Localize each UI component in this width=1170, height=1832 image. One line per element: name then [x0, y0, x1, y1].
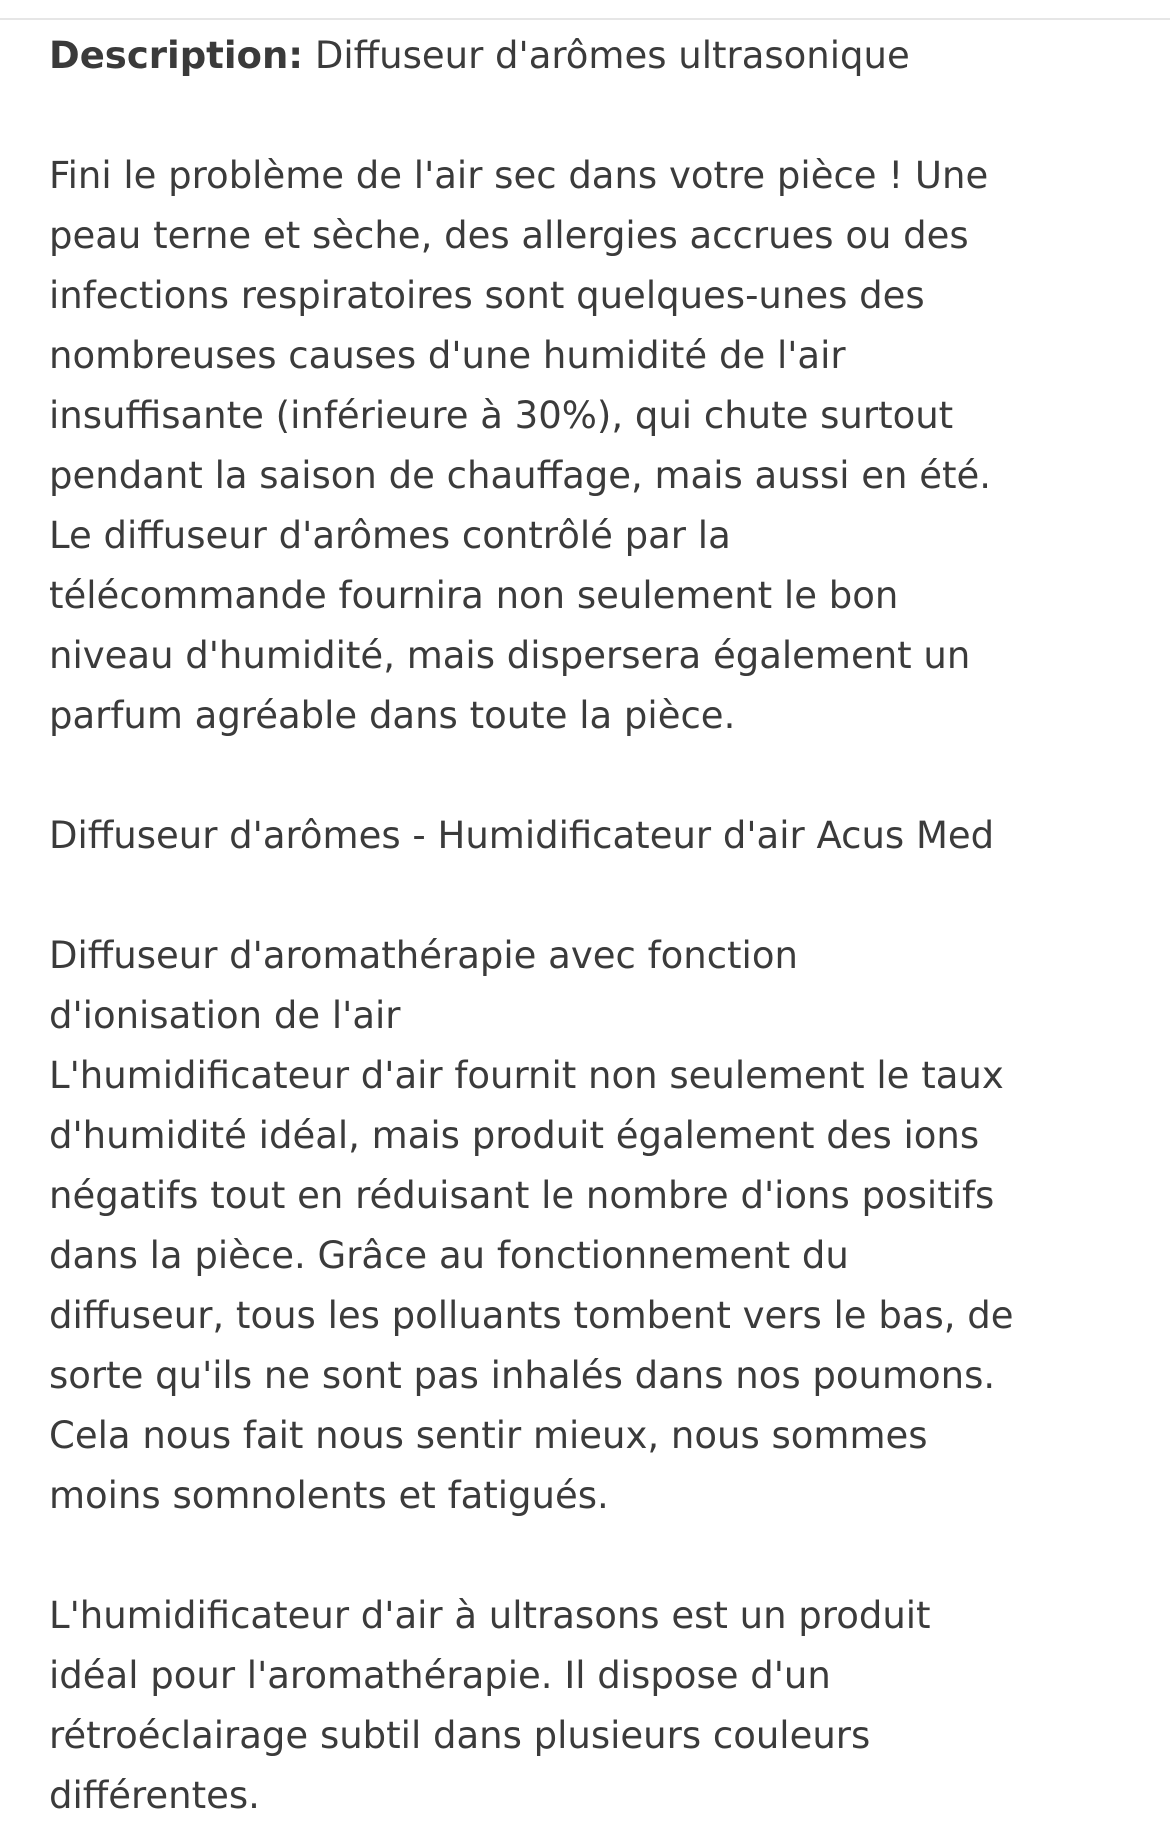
text-line: L'humidificateur d'air fournit non seulement le taux — [49, 1054, 1004, 1097]
text-line: différentes. — [49, 1774, 260, 1817]
text-line: parfum agréable dans toute la pièce. — [49, 694, 736, 737]
paragraph-ionisation — [49, 926, 1129, 1526]
paragraph-spacer — [49, 1526, 1129, 1586]
text-line: diffuseur, tous les polluants tombent vers le bas, de — [49, 1294, 1014, 1337]
paragraph-aromatherapy — [49, 1586, 1129, 1826]
text-line: Le diffuseur d'arômes contrôlé par la — [49, 514, 731, 557]
text-line: rétroéclairage subtil dans plusieurs couleurs — [49, 1714, 871, 1757]
paragraph-spacer — [49, 746, 1129, 806]
description-title: Diffuseur d'arômes ultrasonique — [314, 34, 910, 77]
text-line: Cela nous fait nous sentir mieux, nous sommes — [49, 1414, 928, 1457]
product-description — [49, 26, 1129, 1826]
paragraph-product-name — [49, 806, 1129, 866]
text-line: niveau d'humidité, mais dispersera également un — [49, 634, 971, 677]
paragraph-intro — [49, 146, 1129, 746]
text-line: nombreuses causes d'une humidité de l'air — [49, 334, 846, 377]
text-line: Fini le problème de l'air sec dans votre pièce ! Une — [49, 154, 989, 197]
text-line: Diffuseur d'aromathérapie avec fonction — [49, 934, 798, 977]
text-line: dans la pièce. Grâce au fonctionnement du — [49, 1234, 849, 1277]
text-line: idéal pour l'aromathérapie. Il dispose d'un — [49, 1654, 831, 1697]
text-line: Diffuseur d'arômes - Humidificateur d'air Acus Med — [49, 814, 995, 857]
description-label: Description: — [49, 34, 304, 77]
text-line: négatifs tout en réduisant le nombre d'ions positifs — [49, 1174, 995, 1217]
text-line: pendant la saison de chauffage, mais aussi en été. — [49, 454, 992, 497]
text-line: peau terne et sèche, des allergies accrues ou des — [49, 214, 969, 257]
text-line: infections respiratoires sont quelques-unes des — [49, 274, 925, 317]
text-line: insuffisante (inférieure à 30%), qui chute surtout — [49, 394, 954, 437]
description-heading — [49, 26, 1129, 86]
paragraph-spacer — [49, 86, 1129, 146]
text-line: d'humidité idéal, mais produit également des ions — [49, 1114, 980, 1157]
text-line: sorte qu'ils ne sont pas inhalés dans nos poumons. — [49, 1354, 996, 1397]
top-divider — [0, 18, 1170, 20]
text-line: télécommande fournira non seulement le bon — [49, 574, 899, 617]
paragraph-spacer — [49, 866, 1129, 926]
text-line: moins somnolents et fatigués. — [49, 1474, 609, 1517]
text-line: L'humidificateur d'air à ultrasons est un produit — [49, 1594, 931, 1637]
text-line: d'ionisation de l'air — [49, 994, 401, 1037]
